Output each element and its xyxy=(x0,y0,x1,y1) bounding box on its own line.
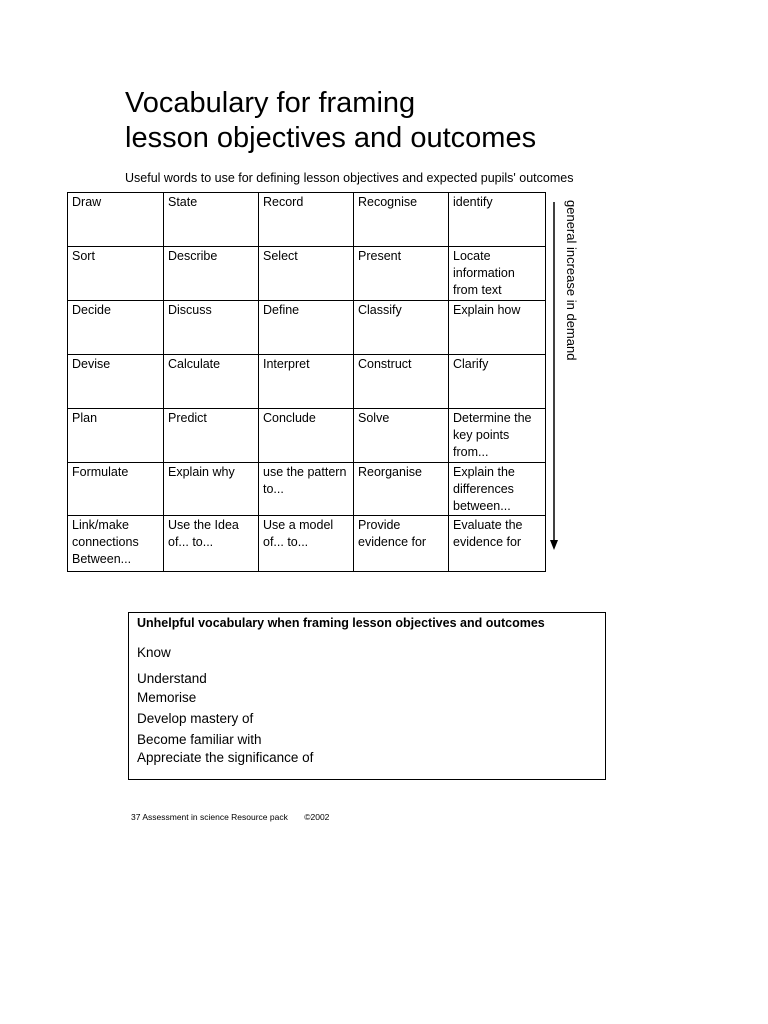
table-cell: Solve xyxy=(354,409,449,463)
footer xyxy=(131,812,329,822)
table-cell: Draw xyxy=(68,193,164,247)
table-cell: State xyxy=(164,193,259,247)
demand-label-text: general increase in demand xyxy=(564,200,579,361)
table-cell: Define xyxy=(259,301,354,355)
demand-label xyxy=(565,200,581,360)
table-cell: Reorganise xyxy=(354,463,449,516)
vocabulary-table xyxy=(67,192,546,572)
unhelpful-vocabulary-box xyxy=(128,612,606,780)
table-row xyxy=(68,193,546,247)
table-cell: identify xyxy=(449,193,546,247)
table-cell: Classify xyxy=(354,301,449,355)
title-line-1: Vocabulary for framing xyxy=(125,87,416,119)
table-cell: Formulate xyxy=(68,463,164,516)
table-cell: Explain the differences between... xyxy=(449,463,546,516)
table-cell: Interpret xyxy=(259,355,354,409)
unhelpful-item: Appreciate the significance of xyxy=(137,750,314,765)
table-cell: Discuss xyxy=(164,301,259,355)
table-cell: Clarify xyxy=(449,355,546,409)
table-cell: Record xyxy=(259,193,354,247)
table-cell: Provide evidence for xyxy=(354,516,449,572)
table-row xyxy=(68,463,546,516)
table-cell: Determine the key points from... xyxy=(449,409,546,463)
unhelpful-item: Understand xyxy=(137,671,207,686)
table-row xyxy=(68,301,546,355)
table-cell: Plan xyxy=(68,409,164,463)
table-cell: Decide xyxy=(68,301,164,355)
table-cell: Calculate xyxy=(164,355,259,409)
table-cell: Recognise xyxy=(354,193,449,247)
table-cell: Evaluate the evidence for xyxy=(449,516,546,572)
table-cell: Select xyxy=(259,247,354,301)
table-cell: use the pattern to... xyxy=(259,463,354,516)
unhelpful-item: Become familiar with xyxy=(137,732,262,747)
table-cell: Explain why xyxy=(164,463,259,516)
table-row xyxy=(68,516,546,572)
page-title xyxy=(125,86,536,156)
table-cell: Use a model of... to... xyxy=(259,516,354,572)
table-cell: Describe xyxy=(164,247,259,301)
table-cell: Explain how xyxy=(449,301,546,355)
table-cell: Present xyxy=(354,247,449,301)
footer-copyright: ©2002 xyxy=(304,812,330,822)
table-cell: Construct xyxy=(354,355,449,409)
table-cell: Use the Idea of... to... xyxy=(164,516,259,572)
table-cell: Sort xyxy=(68,247,164,301)
unhelpful-item: Know xyxy=(137,645,171,660)
table-cell: Predict xyxy=(164,409,259,463)
footer-text: 37 Assessment in science Resource pack xyxy=(131,812,288,822)
subtitle: Useful words to use for defining lesson objectives and expected pupils' outcomes xyxy=(125,171,574,185)
table-cell: Conclude xyxy=(259,409,354,463)
table-row xyxy=(68,409,546,463)
table-row xyxy=(68,355,546,409)
title-line-2: lesson objectives and outcomes xyxy=(125,122,537,154)
table-cell: Locate information from text xyxy=(449,247,546,301)
table-cell: Devise xyxy=(68,355,164,409)
table-cell: Link/make connections Between... xyxy=(68,516,164,572)
unhelpful-item: Develop mastery of xyxy=(137,711,254,726)
unhelpful-item: Memorise xyxy=(137,690,197,705)
table-row xyxy=(68,247,546,301)
unhelpful-heading: Unhelpful vocabulary when framing lesson objectives and outcomes xyxy=(137,616,545,630)
